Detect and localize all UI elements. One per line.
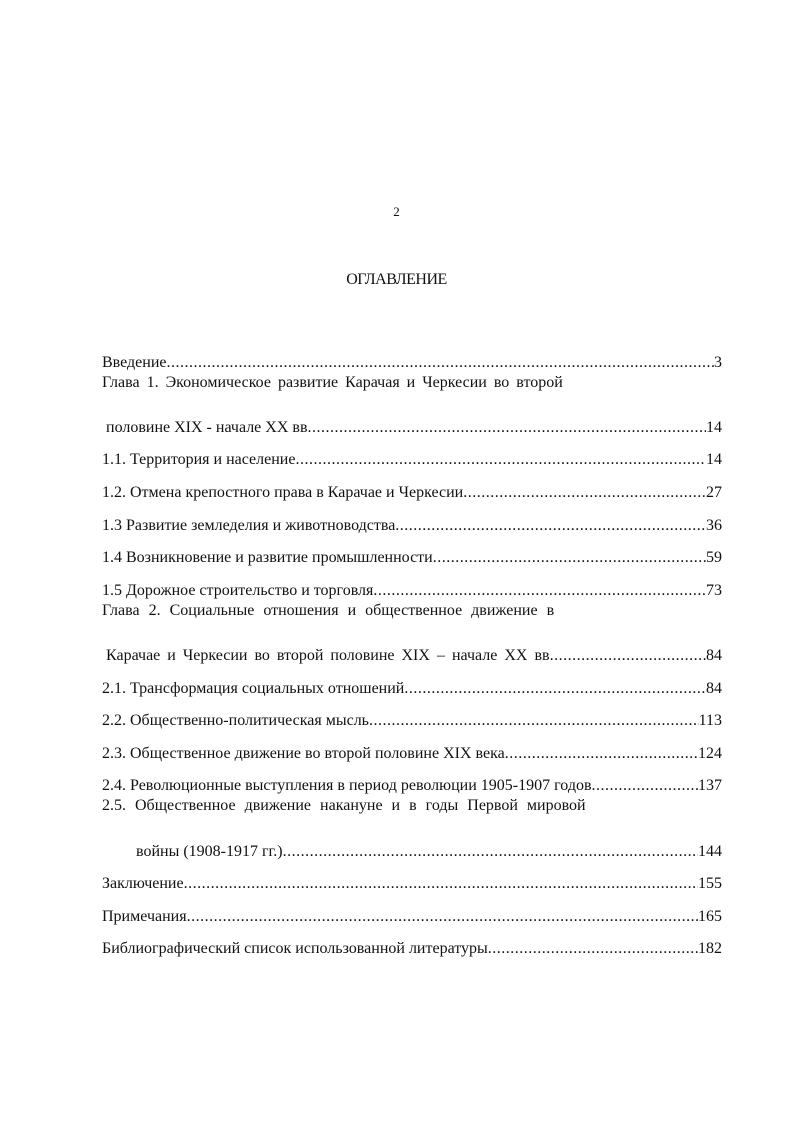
toc-entry-page: 3	[714, 353, 722, 371]
toc-entry-label: Введение	[102, 353, 167, 371]
toc-entry-label: 1.3 Развитие земледелия и животноводства	[102, 516, 396, 534]
toc-chapter-2-continuation	[102, 633, 722, 666]
toc-entry-page: 14	[706, 451, 722, 469]
toc-entry-label: Карачае и Черкесии во второй половине XIX – начале XX вв	[106, 646, 550, 664]
toc-entry-label: 2.5. Общественное движение накануне и в годы Первой мировой	[102, 797, 586, 815]
toc-entry-label: 2.2. Общественно-политическая мысль	[102, 712, 369, 730]
toc-entry-page: 124	[698, 744, 722, 762]
toc-entry-page: 84	[706, 646, 722, 664]
toc-entry-label: Библиографический список использованной литературы	[102, 940, 488, 958]
dot-leader	[505, 744, 698, 764]
toc-entry-page: 73	[706, 581, 722, 599]
toc-entry-bibliography	[102, 927, 722, 960]
toc-entry-label: 2.3. Общественное движение во второй половине XIX века	[102, 744, 505, 762]
toc-entry-page: 137	[698, 777, 722, 795]
dot-leader	[283, 842, 698, 862]
toc-entry-label: 2.1. Трансформация социальных отношений	[102, 679, 405, 697]
dot-leader	[187, 907, 698, 927]
toc-entry-page: 144	[698, 842, 722, 860]
toc-entry-2-4	[102, 764, 722, 797]
toc-entry-page: 84	[706, 679, 722, 697]
toc-entry-label: 1.5 Дорожное строительство и торговля	[102, 581, 374, 599]
page-title: ОГЛАВЛЕНИЕ	[346, 271, 447, 288]
toc-entry-label: Глава 1. Экономическое развитие Карачая и Черкесии во второй	[102, 373, 563, 391]
dot-leader	[308, 418, 707, 438]
toc-entry-intro	[102, 340, 722, 373]
dot-leader	[433, 548, 706, 568]
toc-entry-label: войны (1908-1917 гг.)	[136, 842, 283, 860]
toc-entry-page: 36	[706, 516, 722, 534]
table-of-contents	[102, 340, 722, 959]
toc-entry-2-1	[102, 666, 722, 699]
toc-entry-page: 14	[706, 418, 722, 436]
toc-entry-2-3	[102, 731, 722, 764]
toc-entry-2-5-title	[102, 796, 722, 829]
toc-entry-label: 1.1. Территория и население	[102, 451, 296, 469]
dot-leader	[404, 679, 706, 699]
toc-entry-label: Примечания	[102, 907, 187, 925]
toc-entry-page: 155	[698, 875, 722, 893]
dot-leader	[488, 939, 698, 959]
dot-leader	[395, 516, 706, 536]
toc-entry-page: 182	[698, 940, 722, 958]
toc-entry-conclusion	[102, 862, 722, 895]
toc-entry-label: 1.2. Отмена крепостного права в Карачае и Черкесии	[102, 483, 464, 501]
toc-chapter-1-title	[102, 373, 722, 406]
toc-entry-notes	[102, 894, 722, 927]
dot-leader	[463, 483, 706, 503]
toc-entry-1-4	[102, 536, 722, 569]
page-number: 2	[393, 204, 400, 219]
toc-entry-1-3	[102, 503, 722, 536]
toc-chapter-2-title	[102, 601, 722, 634]
dot-leader	[592, 776, 698, 796]
toc-entry-1-5	[102, 568, 722, 601]
dot-leader	[369, 711, 699, 731]
toc-entry-label: половине XIX - начале XX вв	[106, 418, 308, 436]
toc-entry-1-1	[102, 438, 722, 471]
toc-entry-page: 27	[706, 483, 722, 501]
toc-entry-label: Заключение	[102, 875, 184, 893]
toc-entry-2-2	[102, 699, 722, 732]
dot-leader	[373, 581, 706, 601]
dot-leader	[167, 353, 715, 373]
dot-leader	[550, 646, 706, 666]
toc-entry-label: 1.4 Возникновение и развитие промышленности	[102, 549, 433, 567]
toc-entry-2-5-continuation	[102, 829, 722, 862]
toc-entry-label: Глава 2. Социальные отношения и общественное движение в	[102, 601, 555, 619]
toc-chapter-1-continuation	[102, 405, 722, 438]
toc-entry-page: 165	[698, 907, 722, 925]
toc-entry-page: 59	[706, 549, 722, 567]
dot-leader	[295, 450, 706, 470]
dot-leader	[184, 874, 698, 894]
toc-entry-page: 113	[698, 712, 722, 730]
toc-entry-label: 2.4. Революционные выступления в период революции 1905-1907 годов	[102, 777, 592, 795]
toc-entry-1-2	[102, 470, 722, 503]
